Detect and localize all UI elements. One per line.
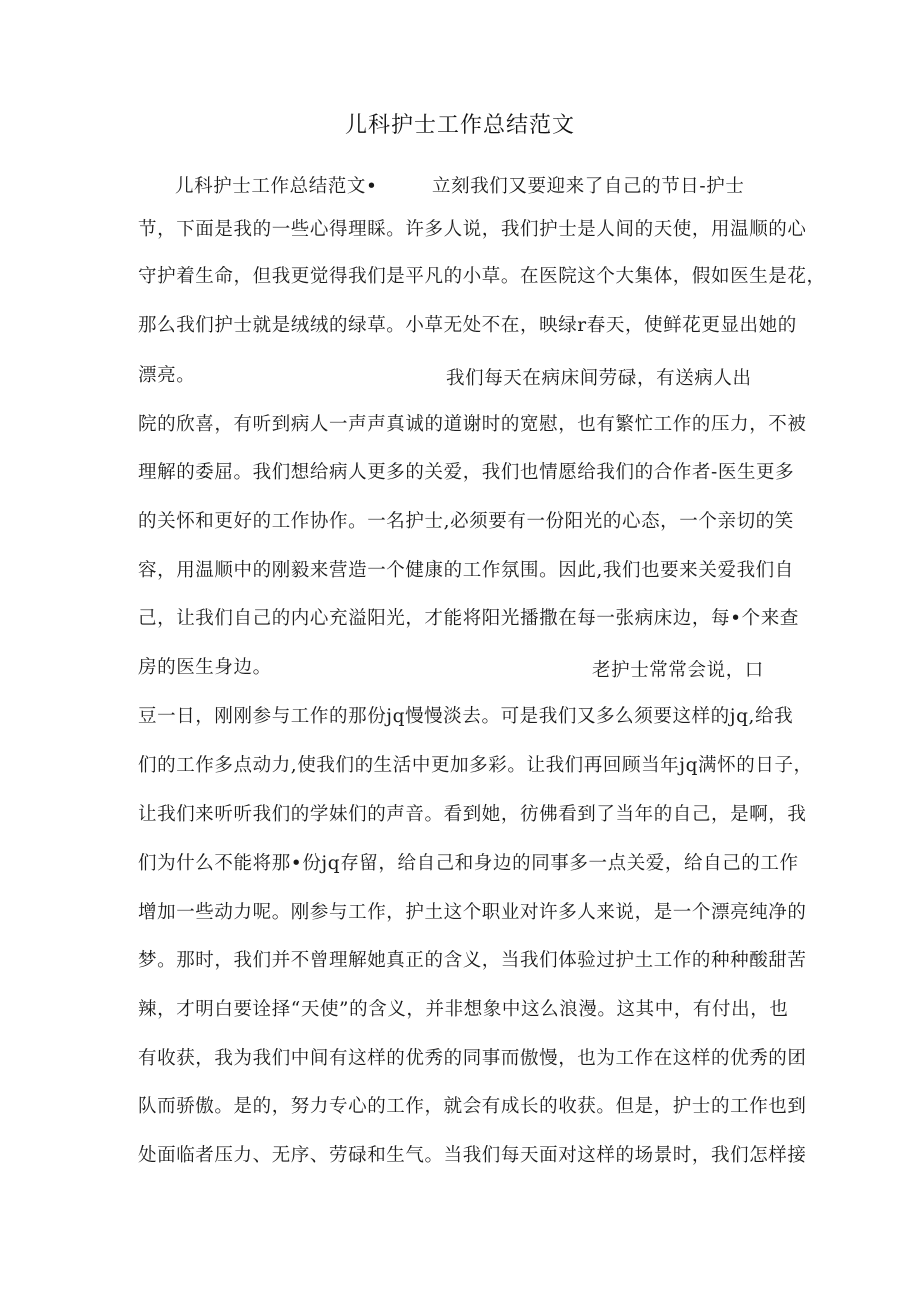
body-line: 增加一些动力呢。刚参与工作，护土这个职业对许多人来说，是一个漂亮纯净的 [138, 902, 807, 923]
body-line: 那么我们护士就是绒绒的绿草。小草无处不在，映绿r春天，使鲜花更显出她的 [138, 315, 797, 336]
para3-right-text: 老护士常常会说，口 [592, 660, 764, 681]
body-line: 的关怀和更好的工作协作。一名护士,必须要有一份阳光的心态，一个亲切的笑 [138, 511, 794, 532]
para2-right-text: 我们每天在病床间劳碌，有送病人出 [446, 368, 752, 389]
body-line: 们的工作多点动力,使我们的生活中更加多彩。让我们再回顾当年jq满怀的日子， [138, 755, 813, 776]
body-line: 节，下面是我的一些心得理睬。许多人说，我们护士是人间的天使，用温顺的心 [138, 219, 807, 240]
document-title: 儿科护士工作总结范文 [344, 113, 575, 138]
body-line: 漂亮。 [138, 365, 196, 386]
body-line: 队而骄傲。是的，努力专心的工作，就会有成长的收获。但是，护士的工作也到 [138, 1096, 807, 1117]
intro-left-text: 儿科护士工作总结范文• [175, 176, 378, 197]
body-line: 己，让我们自己的内心充溢阳光，才能将阳光播撒在每一张病床边，每•个来查 [138, 608, 799, 629]
body-line: 豆一日，刚刚参与工作的那份jq慢慢淡去。可是我们又多么须要这样的jq,给我 [138, 706, 794, 727]
body-line: 让我们来听听我们的学妹们的声音。看到她，彷佛看到了当年的自己，是啊，我 [138, 804, 807, 825]
body-line: 院的欣喜，有听到病人一声声真诚的道谢时的宽慰，也有繁忙工作的压力，不被 [138, 414, 807, 435]
body-line: 容，用温顺中的刚毅来营造一个健康的工作氛围。因此,我们也要来关爱我们自 [138, 560, 794, 581]
body-line: 理解的委屈。我们想给病人更多的关爱，我们也情愿给我们的合作者-医生更多 [138, 462, 795, 483]
body-line: 守护着生命，但我更觉得我们是平凡的小草。在医院这个大集体，假如医生是花， [138, 266, 826, 287]
body-line: 处面临者压力、无序、劳碌和生气。当我们每天面对这样的场景时，我们怎样接 [138, 1145, 807, 1166]
intro-right-text: 立刻我们又要迎来了自己的节日-护士 [432, 176, 745, 197]
body-line: 们为什么不能将那•份jq存留，给自己和身边的同事多一点关爱，给自己的工作 [138, 853, 799, 874]
body-line: 有收获，我为我们中间有这样的优秀的同事而傲慢，也为工作在这样的优秀的团 [138, 1048, 807, 1069]
body-line: 梦。那时，我们并不曾理解她真正的含义，当我们体验过护土工作的种种酸甜苦 [138, 950, 807, 971]
body-line: 辣，才明白要诠择“天使”的含义，并非想象中这么浪漫。这其中，有付出，也 [138, 999, 789, 1020]
body-line: 房的医生身边。 [138, 657, 272, 678]
